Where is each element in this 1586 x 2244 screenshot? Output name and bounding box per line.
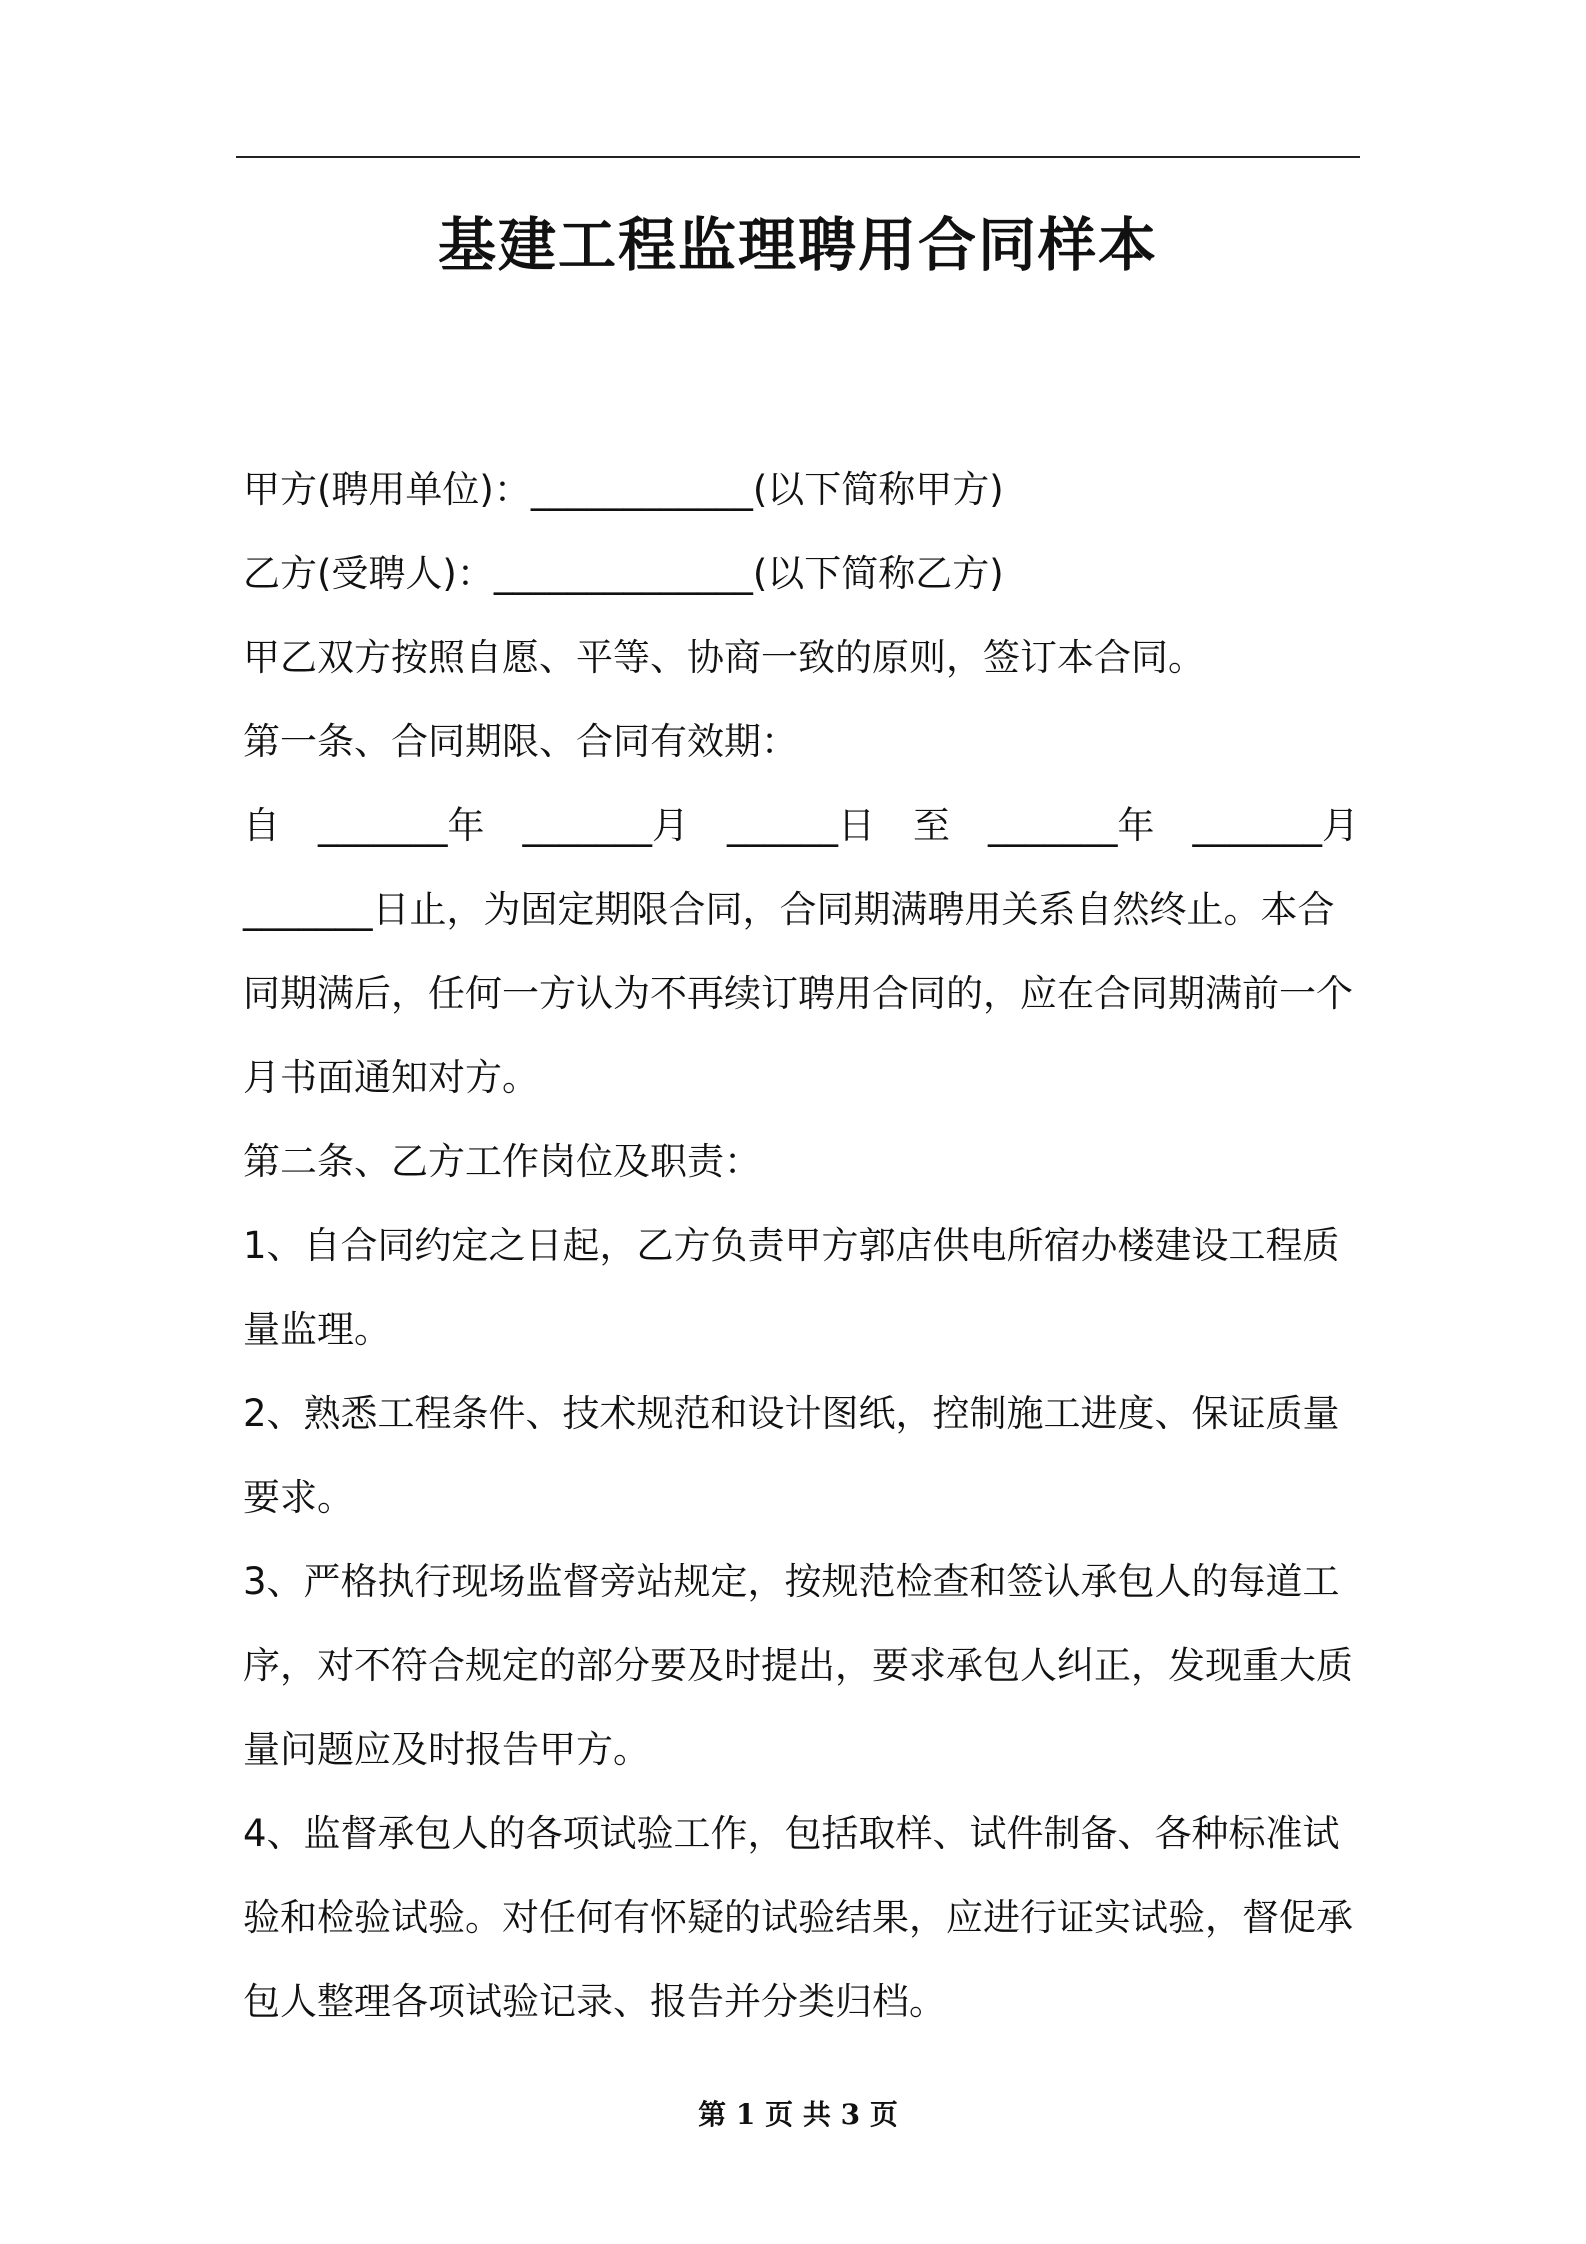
duty-item: 2、熟悉工程条件、技术规范和设计图纸，控制施工进度、保证质量要求。 — [243, 1392, 1340, 1519]
document-title: 基建工程监理聘用合同样本 — [437, 211, 1158, 279]
page-footer: 第 1 页 共 3 页 — [698, 2098, 898, 2131]
intro-paragraph: 甲乙双方按照自愿、平等、协商一致的原则，签订本合同。 — [243, 636, 1205, 679]
party-b-line: 乙方(受聘人)：______________(以下简称乙方) — [243, 552, 1004, 595]
article-1-body: _______日止，为固定期限合同，合同期满聘用关系自然终止。本合同期满后，任何一方认为不再续订聘用合同的，应在合同期满前一个月书面通知对方。 — [243, 888, 1353, 1099]
contract-date-line — [243, 784, 1359, 868]
start-month-blank: _______月 — [522, 804, 689, 847]
duty-item: 3、严格执行现场监督旁站规定，按规范检查和签认承包人的每道工序，对不符合规定的部分要及时提出，要求承包人纠正，发现重大质量问题应及时报告甲方。 — [243, 1560, 1353, 1771]
contract-body — [243, 448, 1359, 2044]
end-month-blank: _______月 — [1192, 804, 1359, 847]
header-rule — [236, 156, 1360, 158]
date-to-label: 至 — [913, 804, 950, 847]
start-day-blank: ______日 — [727, 804, 875, 847]
start-year-blank: _______年 — [318, 804, 485, 847]
article-2-heading: 第二条、乙方工作岗位及职责： — [243, 1140, 761, 1183]
end-year-blank: _______年 — [988, 804, 1155, 847]
party-a-line: 甲方(聘用单位)：____________(以下简称甲方) — [243, 468, 1004, 511]
duty-item: 4、监督承包人的各项试验工作，包括取样、试件制备、各种标准试验和检验试验。对任何有怀疑的试验结果，应进行证实试验，督促承包人整理各项试验记录、报告并分类归档。 — [243, 1812, 1353, 2023]
article-1-heading: 第一条、合同期限、合同有效期： — [243, 720, 798, 763]
duty-item: 1、自合同约定之日起，乙方负责甲方郭店供电所宿办楼建设工程质量监理。 — [243, 1224, 1340, 1351]
date-from-label: 自 — [243, 804, 280, 847]
